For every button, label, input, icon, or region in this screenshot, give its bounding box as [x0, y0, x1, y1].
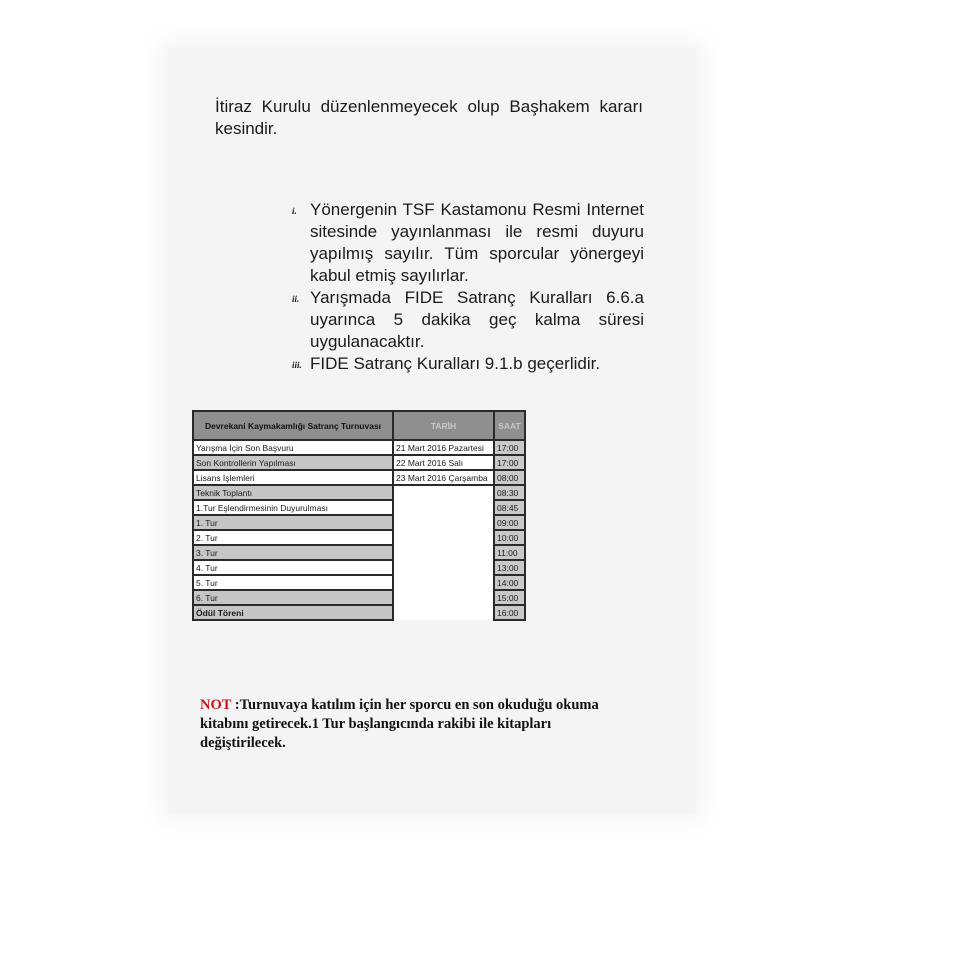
row-event: Lisans İşlemleri [193, 470, 393, 485]
row-event: 1.Tur Eşlendirmesinin Duyurulması [193, 500, 393, 515]
note-label: NOT [200, 697, 232, 713]
row-date: 23 Mart 2016 Çarşamba [393, 470, 494, 485]
rule-text: FIDE Satranç Kuralları 9.1.b geçerlidir. [310, 354, 601, 373]
row-event: 5. Tur [193, 575, 393, 590]
row-time: 10:00 [494, 530, 525, 545]
row-time: 17:00 [494, 440, 525, 455]
row-time: 08:30 [494, 485, 525, 500]
row-date [393, 590, 494, 605]
schedule-row [193, 605, 525, 620]
row-time: 08:45 [494, 500, 525, 515]
row-time: 11:00 [494, 545, 525, 560]
row-time: 14:00 [494, 575, 525, 590]
schedule-row [193, 515, 525, 530]
row-date [393, 575, 494, 590]
row-date: 22 Mart 2016 Salı [393, 455, 494, 470]
schedule-table [192, 410, 526, 621]
note-text: :Turnuvaya katılım için her sporcu en son okuduğu okuma kitabını getirecek.1 Tur başlangıcında rakibi ile kitapları değiştirilecek. [200, 697, 599, 751]
rule-item [292, 199, 644, 287]
schedule-row [193, 545, 525, 560]
rule-text: Yarışmada FIDE Satranç Kuralları 6.6.a uyarınca 5 dakika geç kalma süresi uygulanacaktır. [310, 288, 644, 351]
row-event: Son Kontrollerin Yapılması [193, 455, 393, 470]
schedule-row [193, 485, 525, 500]
schedule-row [193, 440, 525, 455]
schedule-header-row [193, 411, 525, 440]
row-time: 15:00 [494, 590, 525, 605]
schedule-row [193, 530, 525, 545]
intro-paragraph: İtiraz Kurulu düzenlenmeyecek olup Başhakem kararı kesindir. [215, 97, 643, 138]
rule-number: ii. [292, 294, 300, 304]
rule-number: iii. [292, 360, 302, 370]
schedule-row [193, 575, 525, 590]
schedule-row [193, 560, 525, 575]
row-time: 09:00 [494, 515, 525, 530]
schedule-row [193, 500, 525, 515]
row-date [393, 605, 494, 620]
schedule-row [193, 470, 525, 485]
row-event: 2. Tur [193, 530, 393, 545]
row-event: 3. Tur [193, 545, 393, 560]
row-date [393, 560, 494, 575]
rule-item [292, 287, 644, 353]
row-date [393, 515, 494, 530]
row-date [393, 530, 494, 545]
rule-item [292, 353, 644, 375]
header-date: TARİH [393, 411, 494, 440]
row-event: Yarışma İçin Son Başvuru [193, 440, 393, 455]
header-event: Devrekani Kaymakamlığı Satranç Turnuvası [193, 411, 393, 440]
row-date: 21 Mart 2016 Pazartesi [393, 440, 494, 455]
row-event: 1. Tur [193, 515, 393, 530]
row-date [393, 485, 494, 500]
row-date [393, 500, 494, 515]
row-time: 13:00 [494, 560, 525, 575]
row-event: Teknik Toplantı [193, 485, 393, 500]
row-event: 6. Tur [193, 590, 393, 605]
note-paragraph [200, 696, 620, 753]
row-time: 16:00 [494, 605, 525, 620]
rule-text: Yönergenin TSF Kastamonu Resmi Internet sitesinde yayınlanması ile resmi duyuru yapılmış sayılır. Tüm sporcular yönergeyi kabul etmiş sayılırlar. [310, 200, 644, 285]
schedule-row [193, 590, 525, 605]
row-date [393, 545, 494, 560]
row-time: 17:00 [494, 455, 525, 470]
header-time: SAAT [494, 411, 525, 440]
schedule-row [193, 455, 525, 470]
rules-list [292, 199, 644, 375]
rule-number: i. [292, 206, 297, 216]
row-event: Ödül Töreni [193, 605, 393, 620]
row-event: 4. Tur [193, 560, 393, 575]
row-time: 08:00 [494, 470, 525, 485]
